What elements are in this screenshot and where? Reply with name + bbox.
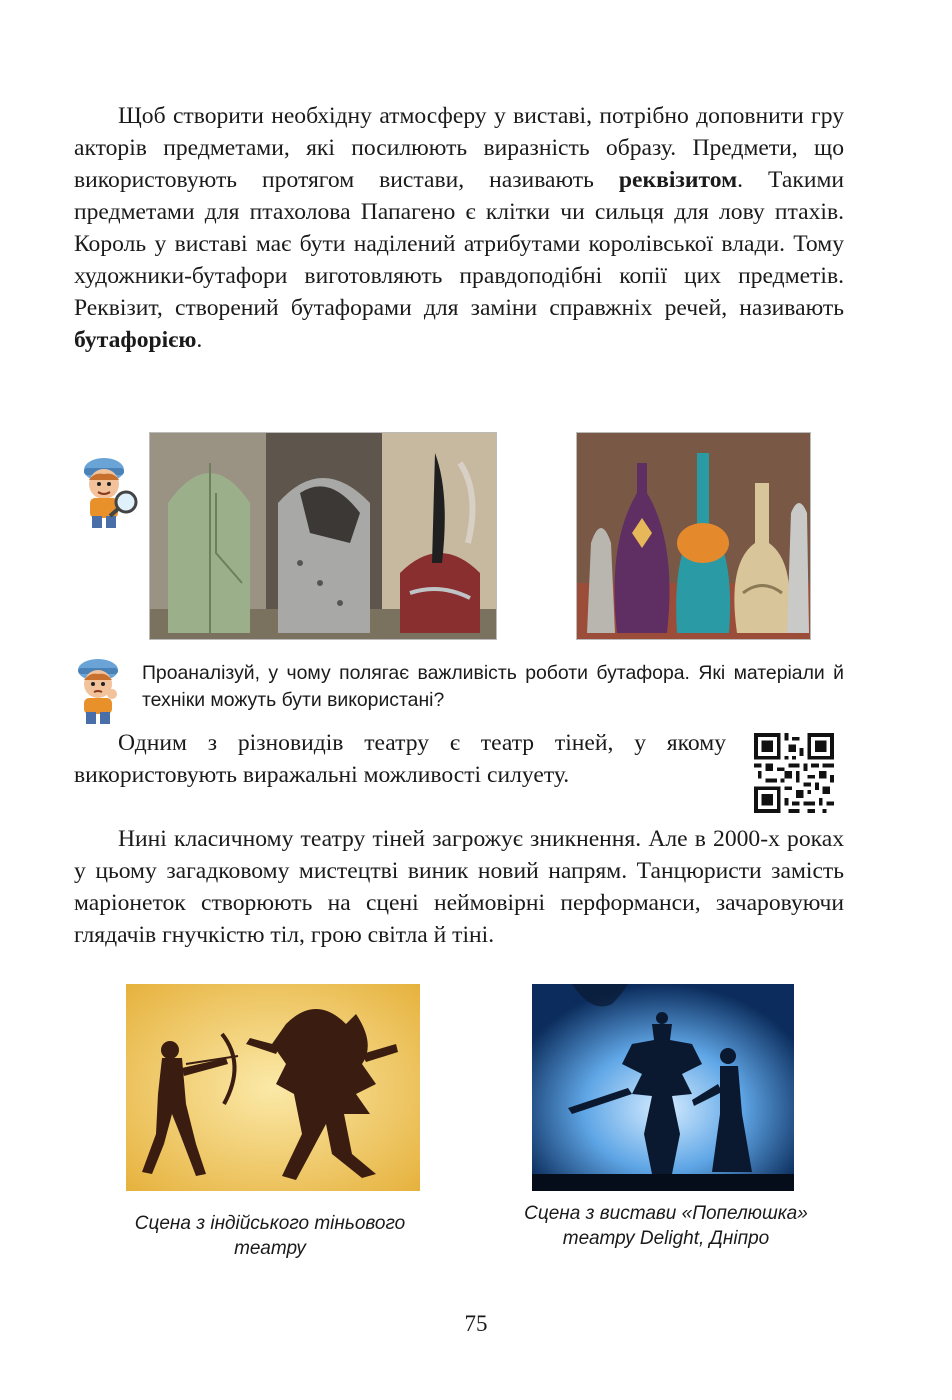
text: Одним з різновидів театру є театр тіней, у якому використовують виражальні можливості силуету.	[74, 730, 726, 788]
boy-with-magnifier-icon	[74, 450, 142, 532]
caption-cinderella-delight: Сцена з вистави «Попелюшка» театру Delight, Дніпро	[524, 1203, 808, 1249]
term-butaforiya: бутафорією	[74, 327, 197, 353]
page-number: 75	[464, 1311, 488, 1336]
indian-shadow-theatre-photo	[126, 984, 420, 1191]
text: Щоб створити необхідну атмосферу у виставі, потрібно доповнити гру акторів предметами, які посилюють виразність образу. Предмети, що використовують протягом вистави, називають	[74, 103, 844, 193]
cinderella-shadow-show-photo	[532, 984, 794, 1191]
qr-code-icon[interactable]	[752, 733, 836, 813]
text: Нині класичному театру тіней загрожує зникнення. Але в 2000-х роках у цьому загадковому мистецтві виник новий напрям. Танцюристи замість маріонеток створюють на сцені неймовірні перформанси, зачаровуючи глядачів гнучкістю тіл, грою світла й тіні.	[74, 826, 844, 948]
paragraph-props	[74, 100, 844, 356]
term-rekvizyt: реквізитом	[618, 167, 738, 193]
paragraph-modern-shadow	[74, 823, 844, 951]
text: . Такими предметами для птахолова Папагено є клітки чи сильця для лову птахів. Король у виставі має бути наділений атрибутами королівської влади. Тому художники-бутафори виготовляють правдоподібні копії цих предметів. Реквізит, створений бутафорами для заміни справжніх речей, називають	[74, 167, 844, 321]
paragraph-shadow-theatre	[74, 727, 726, 791]
thinking-boy-icon	[66, 654, 136, 726]
props-vases-photo	[576, 432, 811, 640]
task-question: Проаналізуй, у чому полягає важливість роботи бутафора. Які матеріали й техніки можуть бути використані?	[142, 662, 844, 711]
text: .	[196, 327, 203, 353]
caption-indian-shadow-theatre: Сцена з індійського тіньового театру	[134, 1213, 406, 1259]
props-helmets-photo	[149, 432, 497, 640]
